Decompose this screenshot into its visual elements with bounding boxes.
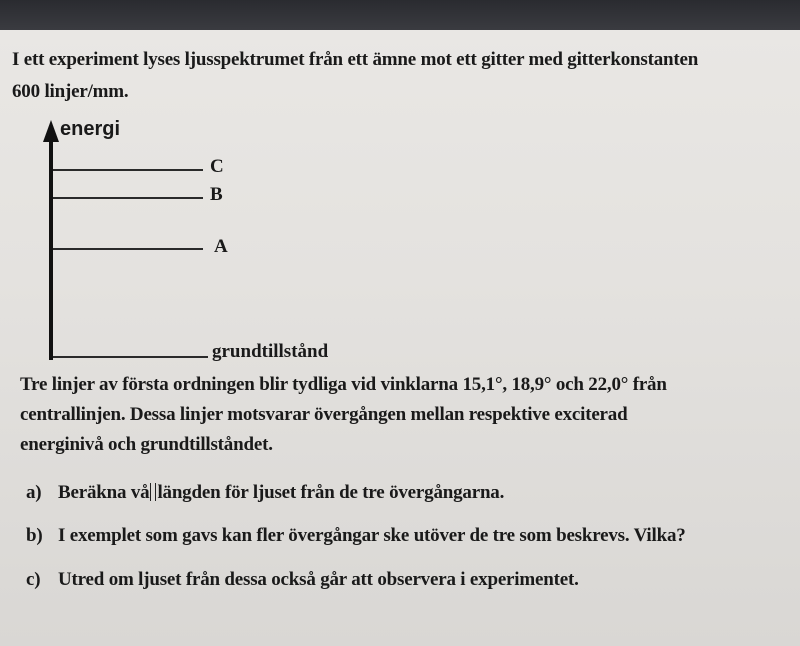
question-a-letter: a)	[26, 482, 42, 503]
question-c-text: Utred om ljuset från dessa också går att observera i experimentet.	[58, 569, 579, 590]
question-a	[26, 482, 504, 504]
description-paragraph	[20, 370, 795, 460]
intro-text	[12, 44, 792, 108]
level-c-line	[53, 169, 203, 171]
paragraph-line-2: centrallinjen. Dessa linjer motsvarar övergången mellan respektive exciterad	[20, 404, 628, 425]
question-a-text-before: Beräkna vå	[58, 482, 150, 503]
level-b-label: B	[210, 184, 223, 205]
energy-axis-label: energi	[60, 118, 121, 140]
question-c-letter: c)	[26, 569, 41, 590]
question-c	[26, 569, 579, 591]
level-a-line	[53, 248, 203, 250]
level-b-line	[53, 197, 203, 199]
question-b-letter: b)	[26, 525, 43, 546]
window-top-bar	[0, 0, 800, 30]
ground-level-label: grundtillstånd	[212, 341, 329, 362]
intro-line-2: 600 linjer/mm.	[12, 81, 129, 102]
text-cursor-icon	[150, 483, 156, 501]
question-a-text-after: längden för ljuset från de tre övergångarna.	[157, 482, 505, 503]
intro-line-1: I ett experiment lyses ljusspektrumet från ett ämne mot ett gitter med gitterkonstanten	[12, 49, 699, 70]
paragraph-line-1: Tre linjer av första ordningen blir tydliga vid vinklarna 15,1°, 18,9° och 22,0° från	[20, 374, 667, 395]
level-a-label: A	[214, 236, 228, 257]
question-b-text: I exemplet som gavs kan fler övergångar ske utöver de tre som beskrevs. Vilka?	[58, 525, 686, 546]
ground-level-line	[53, 356, 208, 358]
paragraph-line-3: energinivå och grundtillståndet.	[20, 434, 273, 455]
question-b	[26, 525, 686, 547]
level-c-label: C	[210, 156, 224, 177]
